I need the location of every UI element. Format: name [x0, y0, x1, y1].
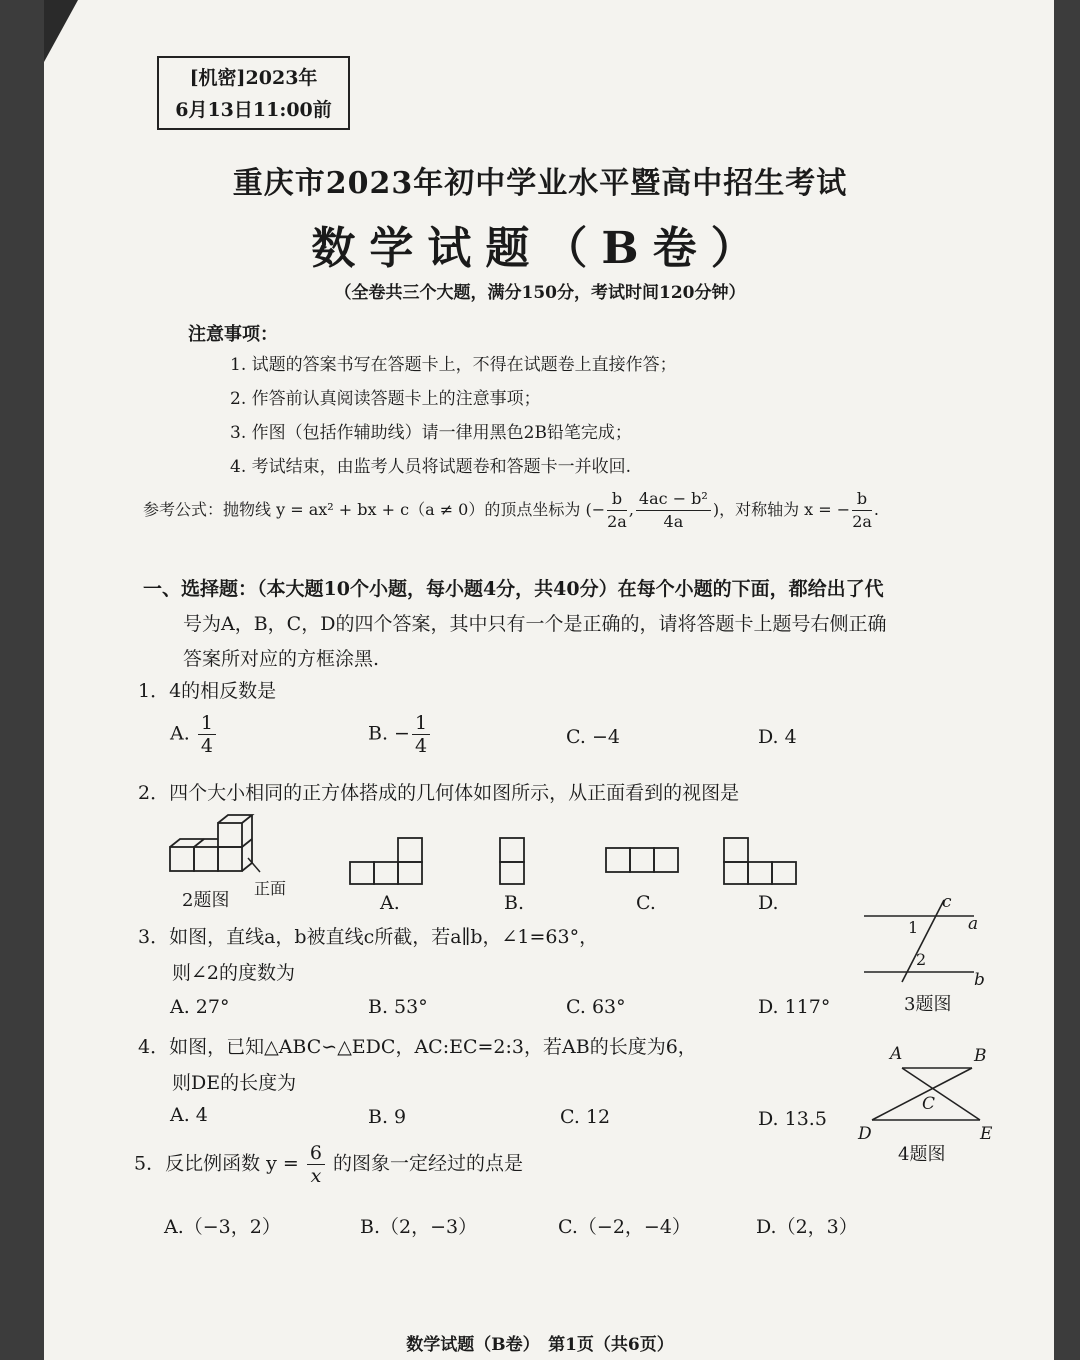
photo-corner-shadow — [44, 0, 78, 62]
q1-option-a — [170, 712, 218, 757]
q4-option-c: C. 12 — [560, 1106, 611, 1128]
fraction-denominator: 4 — [414, 735, 428, 757]
fraction-denominator: x — [310, 1165, 322, 1187]
fraction-numerator: b — [607, 488, 627, 511]
fraction-denominator: 2a — [852, 512, 872, 531]
q3-figure-caption: 3题图 — [904, 994, 952, 1015]
fraction-numerator: 1 — [412, 712, 430, 735]
fraction-denominator: 4a — [663, 512, 684, 531]
question-5-stem — [134, 1142, 523, 1187]
q5-stem-pre: 5．反比例函数 y = — [134, 1152, 299, 1175]
q4-label-B: B — [974, 1046, 987, 1066]
page-footer: 数学试题（B卷） 第1页（共6页） — [406, 1335, 674, 1355]
q5-option-a: A.（−3，2） — [164, 1216, 281, 1238]
notes-heading: 注意事项： — [188, 324, 278, 345]
section-line: 答案所对应的方框涂黑. — [183, 648, 380, 670]
q3-label-a: a — [968, 914, 979, 934]
q2-option-a: A. — [380, 892, 400, 914]
q2-option-b-view — [498, 836, 530, 888]
question-4-stem-2: 则DE的长度为 — [172, 1072, 297, 1094]
q3-label-b: b — [974, 970, 985, 990]
q3-figure — [862, 892, 992, 992]
q4-option-d: D. 13.5 — [758, 1108, 827, 1130]
q5-stem-post: 的图象一定经过的点是 — [333, 1152, 524, 1175]
question-2-stem: 2．四个大小相同的正方体搭成的几何体如图所示，从正面看到的视图是 — [138, 782, 740, 804]
q4-option-b: B. 9 — [368, 1106, 407, 1128]
note-item: 1. 试题的答案书写在答题卡上，不得在试题卷上直接作答； — [230, 355, 677, 375]
q2-option-c-view — [604, 846, 684, 878]
note-item: 2. 作答前认真阅读答题卡上的注意事项； — [230, 389, 541, 409]
q2-option-d-view — [722, 836, 802, 888]
option-label: A. — [170, 722, 190, 745]
q2-figure-caption: 2题图 — [182, 890, 230, 911]
confidential-line2: 6月13日11:00前 — [175, 99, 332, 121]
formula-mid: )，对称轴为 x = − — [712, 500, 851, 519]
fraction-numerator: 1 — [198, 712, 216, 735]
q5-option-c: C.（−2，−4） — [558, 1216, 691, 1238]
section-heading — [143, 572, 993, 677]
q3-option-a: A. 27° — [170, 996, 230, 1018]
note-item: 4. 考试结束，由监考人员将试题卷和答题卡一并收回. — [230, 457, 632, 477]
exam-title: 重庆市2023年初中学业水平暨高中招生考试 — [232, 166, 848, 201]
fraction — [852, 488, 872, 533]
reference-formula — [143, 488, 879, 533]
fraction-numerator: 4ac − b² — [636, 488, 711, 511]
fraction-denominator: 2a — [607, 512, 627, 531]
q4-label-E: E — [980, 1124, 993, 1144]
section-line: 一、选择题：（本大题10个小题，每小题4分，共40分）在每个小题的下面，都给出了代 — [143, 578, 884, 600]
confidential-box — [157, 56, 350, 130]
q3-option-c: C. 63° — [566, 996, 626, 1018]
fraction — [607, 488, 627, 533]
q1-option-c: C. −4 — [566, 726, 620, 748]
q3-option-d: D. 117° — [758, 996, 831, 1018]
fraction — [636, 488, 711, 533]
formula-prefix: 参考公式：抛物线 y = ax² + bx + c（a ≠ 0）的顶点坐标为 (− — [143, 500, 606, 519]
q4-figure-caption: 4题图 — [898, 1144, 946, 1165]
q2-option-d: D. — [758, 892, 779, 914]
question-3-stem: 3．如图，直线a，b被直线c所截，若a∥b，∠1=63°， — [138, 926, 599, 948]
fraction-denominator: 4 — [200, 735, 213, 757]
confidential-line1: [机密]2023年 — [189, 67, 318, 89]
question-1-stem: 1．4的相反数是 — [138, 680, 277, 702]
q3-angle-2: 2 — [916, 950, 927, 969]
q5-option-d: D.（2，3） — [756, 1216, 858, 1238]
paper-title: 数学试题（B卷） — [311, 223, 769, 274]
note-item: 3. 作图（包括作辅助线）请一律用黑色2B铅笔完成； — [230, 423, 632, 443]
q1-option-b — [368, 712, 432, 757]
q4-option-a: A. 4 — [170, 1104, 208, 1126]
q3-label-c: c — [942, 892, 952, 912]
q4-label-A: A — [890, 1044, 903, 1064]
q2-option-a-view — [348, 836, 428, 888]
q4-label-D: D — [858, 1124, 872, 1144]
formula-end: . — [873, 500, 879, 519]
section-line: 号为A，B，C，D的四个答案，其中只有一个是正确的，请将答题卡上题号右侧正确 — [183, 613, 887, 635]
fraction — [307, 1142, 325, 1187]
fraction-numerator: b — [852, 488, 872, 511]
q3-angle-1: 1 — [908, 918, 919, 937]
q2-option-c: C. — [636, 892, 656, 914]
q5-option-b: B.（2，−3） — [360, 1216, 478, 1238]
q4-label-C: C — [922, 1094, 936, 1114]
q3-option-b: B. 53° — [368, 996, 428, 1018]
formula-comma: , — [628, 500, 634, 519]
exam-info: （全卷共三个大题，满分150分，考试时间120分钟） — [334, 283, 746, 303]
q1-option-d: D. 4 — [758, 726, 797, 748]
q2-option-b: B. — [504, 892, 525, 914]
option-label: B. − — [368, 722, 410, 745]
fraction — [198, 712, 216, 757]
question-3-stem-2: 则∠2的度数为 — [172, 962, 296, 984]
fraction-numerator: 6 — [307, 1142, 325, 1165]
q2-front-label: 正面 — [254, 879, 287, 898]
fraction — [412, 712, 430, 757]
question-4-stem: 4．如图，已知△ABC∽△EDC，AC:EC=2:3，若AB的长度为6， — [138, 1036, 697, 1058]
